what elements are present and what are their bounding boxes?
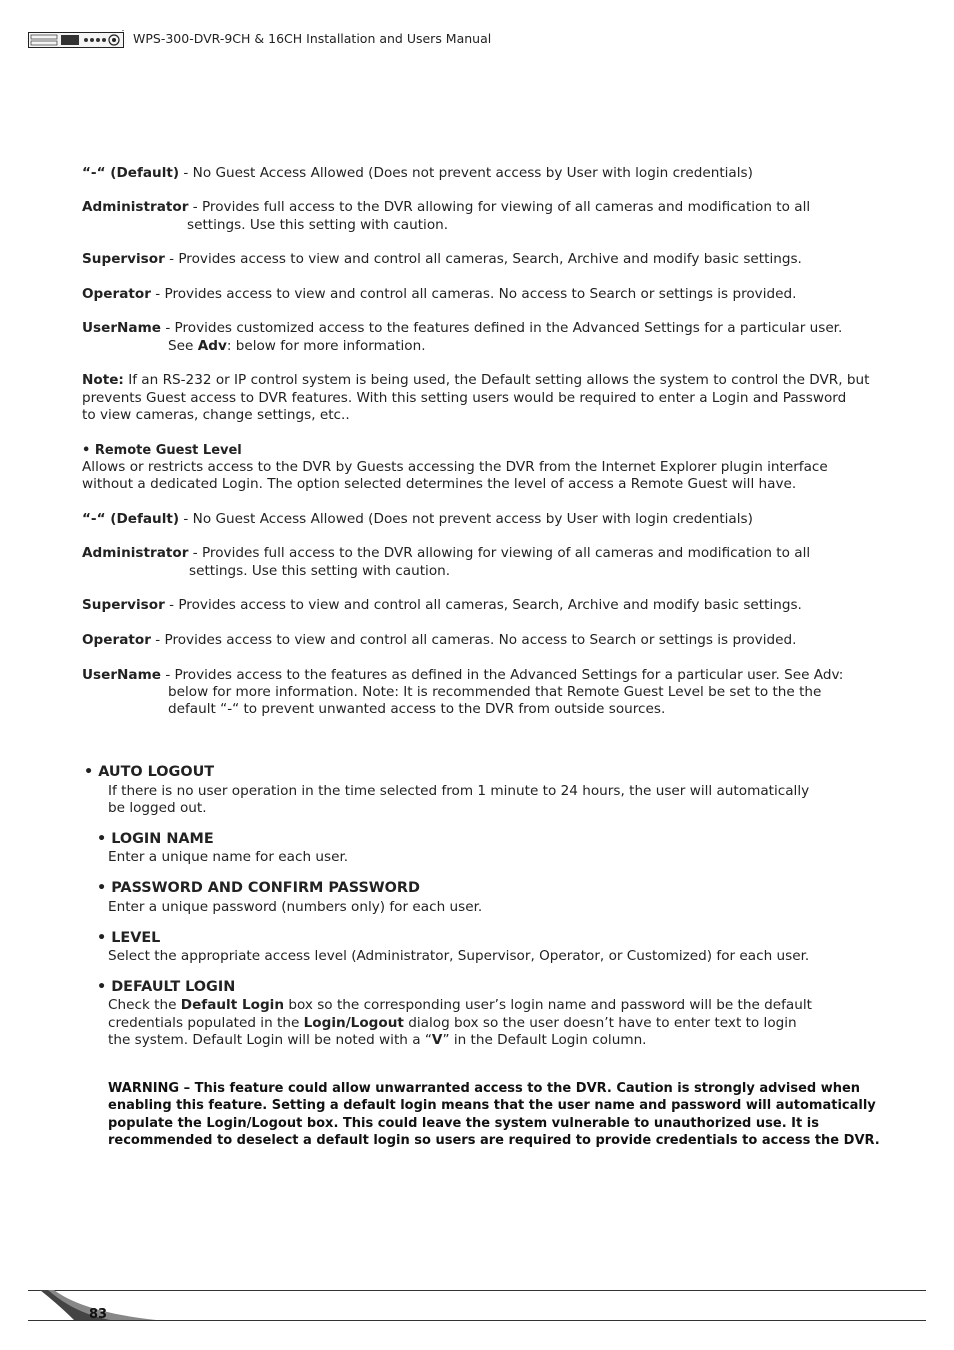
administrator-level-line: Administrator - Provides full access to the DVR allowing for viewing of all cameras and modification to all [82,199,811,215]
note-line-2: prevents Guest access to DVR features. With this setting users would be required to enter a Login and Password [82,390,847,406]
default-login-desc-3: the system. Default Login will be noted with a “V” in the Default Login column. [108,1032,647,1048]
auto-logout-desc-2: be logged out. [108,800,207,816]
supervisor-level-line: Supervisor - Provides access to view and control all cameras, Search, Archive and modify basic settings. [82,251,802,267]
auto-logout-heading: • AUTO LOGOUT [84,764,215,780]
supervisor-level-label: Supervisor [82,251,165,267]
dvr-device-logo-icon [28,30,124,50]
remote-administrator-level-line: Administrator - Provides full access to the DVR allowing for viewing of all cameras and modification to all [82,545,811,561]
auto-logout-desc-1: If there is no user operation in the time selected from 1 minute to 24 hours, the user will automatically [108,783,810,799]
footer-bottom-rule [28,1320,926,1321]
manual-title: WPS-300-DVR-9CH & 16CH Installation and Users Manual [133,31,492,46]
username-level-line-2: See Adv: below for more information. [168,338,426,354]
remote-supervisor-level-line: Supervisor - Provides access to view and control all cameras, Search, Archive and modify basic settings. [82,597,802,613]
note-label: Note: [82,372,124,388]
default-login-heading: • DEFAULT LOGIN [97,979,236,995]
remote-username-level-line-3: default “-“ to prevent unwanted access to the DVR from outside sources. [168,701,666,717]
password-desc: Enter a unique password (numbers only) for each user. [108,899,483,915]
default-level-line: “-“ (Default) - No Guest Access Allowed (Does not prevent access by User with login credentials) [82,165,753,181]
remote-guest-heading: • Remote Guest Level [82,443,242,458]
operator-level-line: Operator - Provides access to view and control all cameras. No access to Search or settings is provided. [82,286,797,302]
level-desc: Select the appropriate access level (Administrator, Supervisor, Operator, or Customized) for each user. [108,948,810,964]
remote-default-level-line: “-“ (Default) - No Guest Access Allowed (Does not prevent access by User with login credentials) [82,511,753,527]
password-heading: • PASSWORD AND CONFIRM PASSWORD [97,880,420,896]
note-line-3: to view cameras, change settings, etc.. [82,407,350,423]
login-name-heading: • LOGIN NAME [97,831,214,847]
operator-level-label: Operator [82,286,151,302]
default-login-warning: WARNING – This feature could allow unwarranted access to the DVR. Caution is strongly advised when enabling this feature. Setting a default login means that the user name and password will automatically populate the Login/Logout box. This could leave the system vulnerable to unauthorized use. It is recommended to deselect a default login so users are required to provide credentials to access the DVR. [108,1081,880,1148]
remote-administrator-level-line-2: settings. Use this setting with caution. [189,563,451,579]
remote-username-level-line-2: below for more information. Note: It is recommended that Remote Guest Level be set to the the [168,684,822,700]
username-level-line: UserName - Provides customized access to the features defined in the Advanced Settings for a particular user. [82,320,843,336]
administrator-level-label: Administrator [82,199,189,215]
remote-guest-desc-1: Allows or restricts access to the DVR by Guests accessing the DVR from the Internet Explorer plugin interface [82,459,828,475]
remote-guest-desc-2: without a dedicated Login. The option selected determines the level of access a Remote Guest will have. [82,476,797,492]
footer-top-rule [28,1290,926,1291]
administrator-level-line-2: settings. Use this setting with caution. [187,217,449,233]
username-level-label: UserName [82,320,161,336]
default-login-desc-2: credentials populated in the Login/Logout dialog box so the user doesn’t have to enter text to login [108,1015,797,1031]
note-line-1: Note: If an RS-232 or IP control system is being used, the Default setting allows the system to control the DVR, but [82,372,870,388]
login-name-desc: Enter a unique name for each user. [108,849,349,865]
level-heading: • LEVEL [97,930,161,946]
remote-username-level-line: UserName - Provides access to the features as defined in the Advanced Settings for a particular user. See Adv: [82,667,844,683]
default-level-label: “-“ (Default) [82,165,180,181]
default-login-desc-1: Check the Default Login box so the corresponding user’s login name and password will be the default [108,997,812,1013]
page-number: 83 [89,1307,108,1322]
remote-operator-level-line: Operator - Provides access to view and control all cameras. No access to Search or settings is provided. [82,632,797,648]
